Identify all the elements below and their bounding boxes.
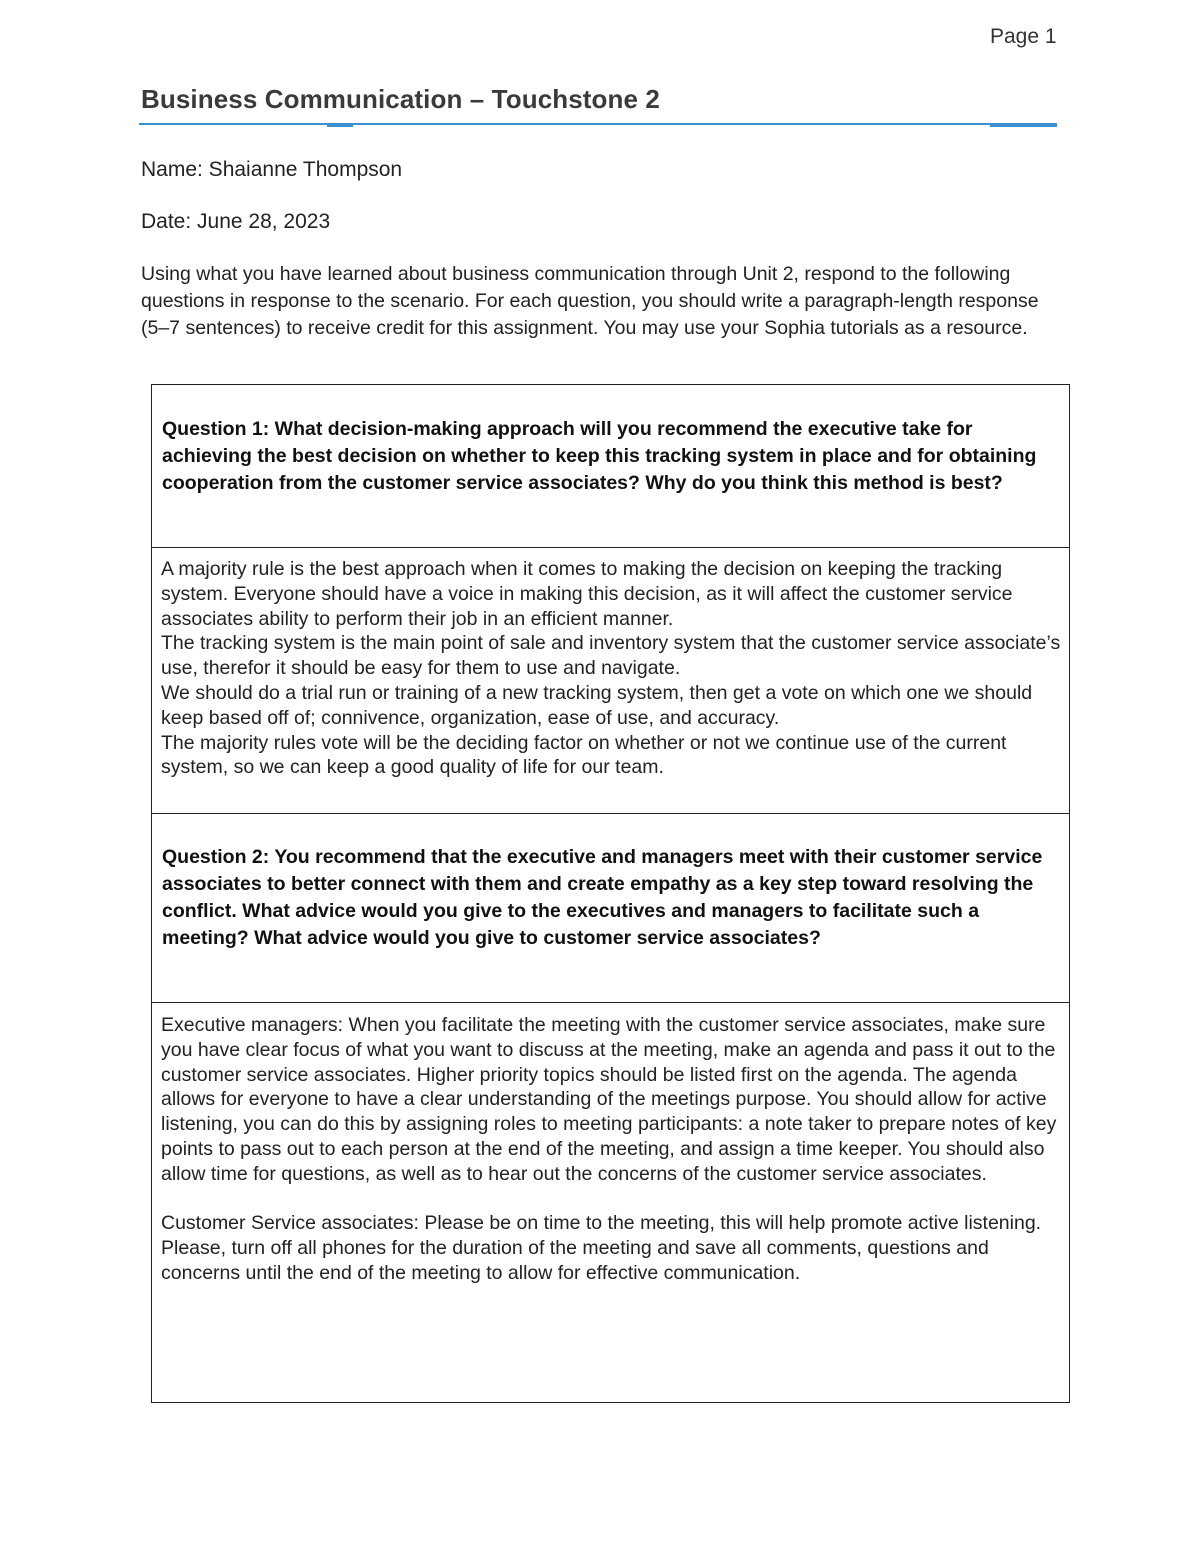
title-underline <box>139 123 1057 125</box>
answer-1-paragraph: We should do a trial run or training of a new tracking system, then get a vote on which one we should keep based off of; connivence, organization, ease of use, and accuracy. <box>161 681 1033 729</box>
answer-1-cell <box>152 548 1069 814</box>
answer-1-paragraph: The tracking system is the main point of sale and inventory system that the customer service associate’s use, therefor it should be easy for them to use and navigate. <box>161 632 1061 680</box>
paragraph-spacer <box>161 1187 1063 1212</box>
question-1-text: Question 1: What decision-making approach will you recommend the executive take for achieving the best decision on whether to keep this tracking system in place and for obtaining cooperation from the customer service associates? Why do you think this method is best? <box>162 418 1037 494</box>
name-field: Name: Shaianne Thompson <box>141 158 403 181</box>
answer-1-text <box>161 557 1063 780</box>
answer-2-paragraph: Executive managers: When you facilitate the meeting with the customer service associates, make sure you have clear focus of what you want to discuss at the meeting, make an agenda and pass it out to the customer service associates. Higher priority topics should be listed first on the agenda. The agenda allows for everyone to have a clear understanding of the meetings purpose. You should allow for active listening, you can do this by assigning roles to meeting participants: a note taker to prepare notes of key points to pass out to each person at the end of the meeting, and assign a time keeper. You should also allow time for questions, as well as to hear out the concerns of the customer service associates. <box>161 1014 1057 1185</box>
answer-2-cell <box>152 1003 1069 1402</box>
date-field: Date: June 28, 2023 <box>141 210 331 233</box>
question-2-text: Question 2: You recommend that the executive and managers meet with their customer service associates to better connect with them and create empathy as a key step toward resolving the conflict. What advice would you give to the executives and managers to facilitate such a meeting? What advice would you give to customer service associates? <box>162 846 1043 949</box>
answer-2-text <box>161 1013 1063 1286</box>
answer-2-paragraph: Customer Service associates: Please be on time to the meeting, this will help promote active listening. Please, turn off all phones for the duration of the meeting and save all comments, questions and concerns until the end of the meeting to allow for effective communication. <box>161 1212 1042 1284</box>
title-underline-accent <box>990 123 1057 127</box>
instructions-paragraph: Using what you have learned about business communication through Unit 2, respond to the following questions in response to the scenario. For each question, you should write a paragraph-length response (5–7 sentences) to receive credit for this assignment. You may use your Sophia tutorials as a resource. <box>141 263 1039 339</box>
document-title: Business Communication – Touchstone 2 <box>141 84 660 114</box>
title-underline-accent <box>327 123 353 127</box>
question-2-cell <box>152 814 1069 1003</box>
page-number: Page 1 <box>990 25 1057 48</box>
question-1-cell <box>152 385 1069 548</box>
question-answer-table <box>151 384 1070 1403</box>
answer-1-paragraph: A majority rule is the best approach when it comes to making the decision on keeping the tracking system. Everyone should have a voice in making this decision, as it will affect the customer service associates ability to perform their job in an efficient manner. <box>161 558 1013 630</box>
answer-1-paragraph: The majority rules vote will be the deciding factor on whether or not we continue use of the current system, so we can keep a good quality of life for our team. <box>161 731 1007 779</box>
